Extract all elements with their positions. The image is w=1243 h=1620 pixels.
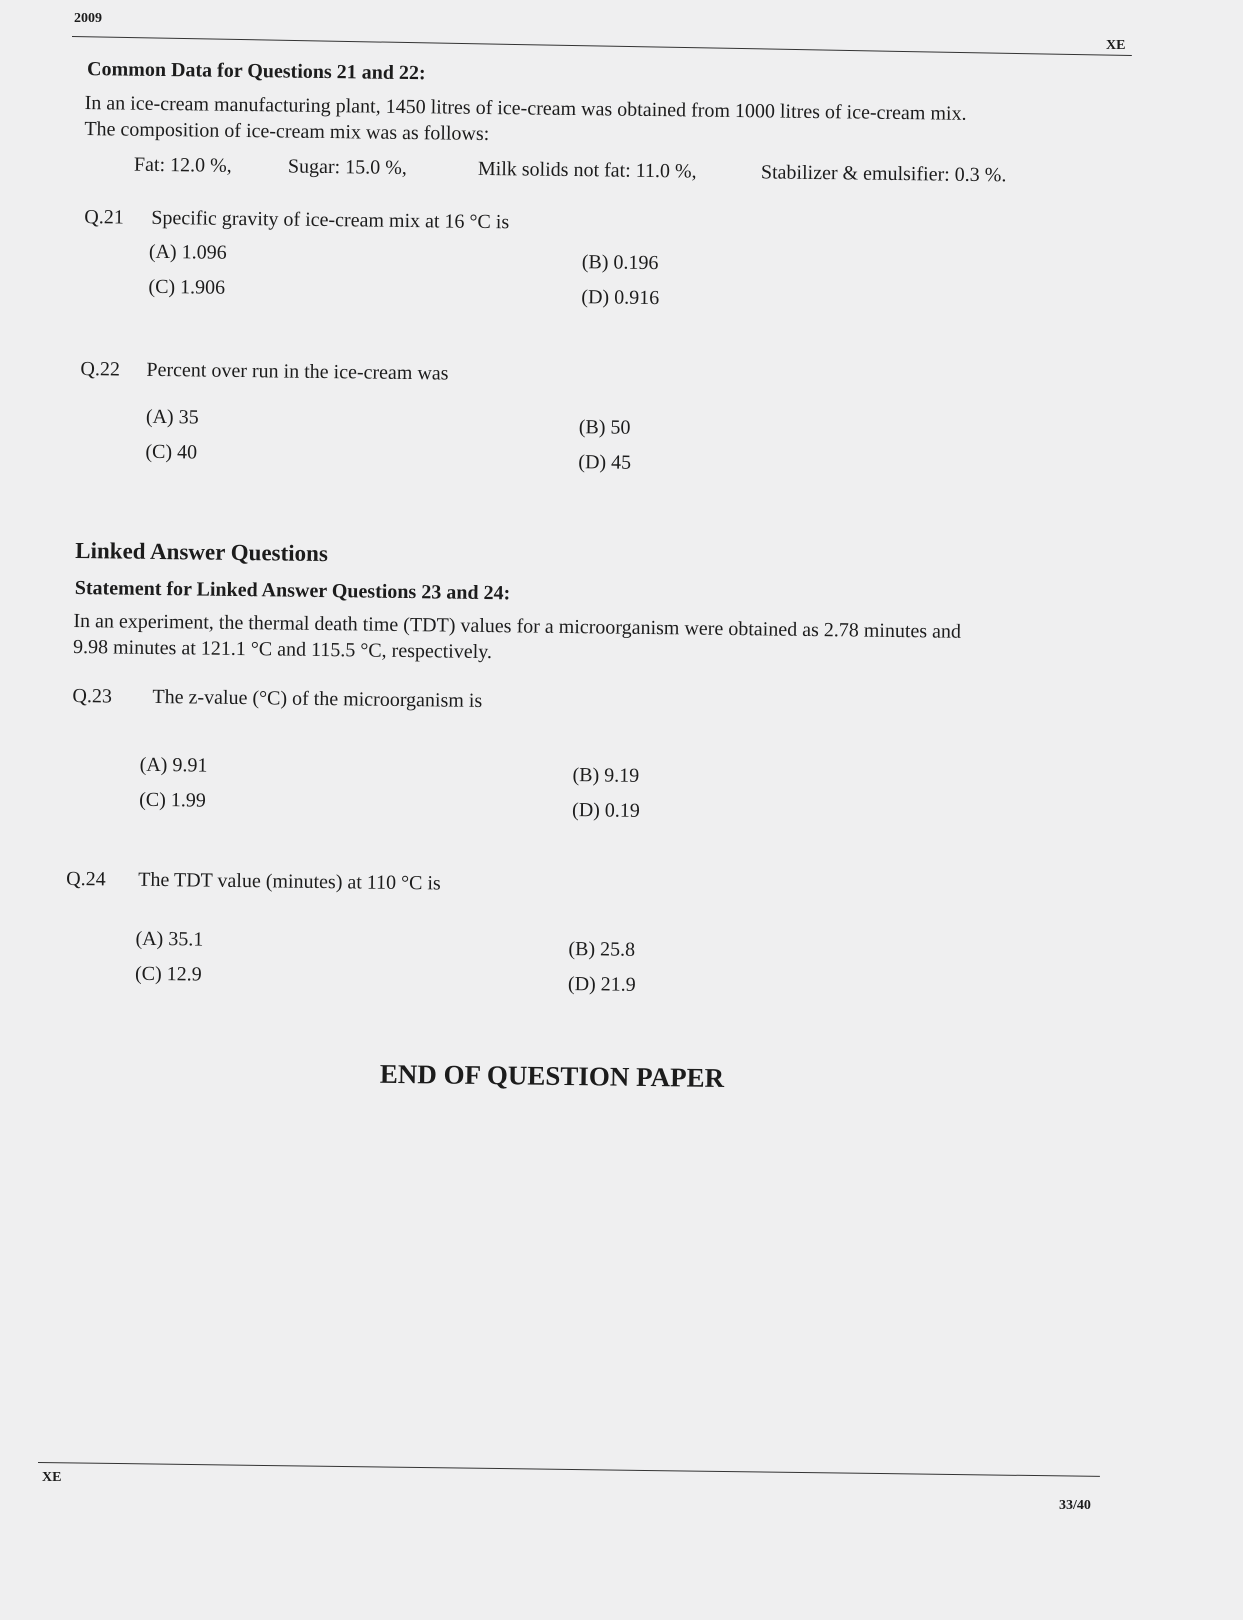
footer-paper-code: XE (42, 1470, 62, 1485)
question-24-option-b: (B) 25.8 (568, 938, 636, 961)
linked-statement-line-1: In an experiment, the thermal death time (TDT) values for a microorganism were obtained as 2.78 minutes and (73, 609, 962, 643)
question-24-number: Q.24 (66, 867, 106, 891)
question-22-option-d: (D) 45 (578, 451, 632, 474)
question-24-option-a: (A) 35.1 (135, 927, 204, 951)
question-22-option-b: (B) 50 (578, 416, 631, 439)
question-21-number: Q.21 (84, 206, 124, 229)
question-22-option-c: (C) 40 (145, 440, 198, 464)
linked-answer-heading: Linked Answer Questions (75, 537, 329, 567)
header-paper-code: XE (1106, 38, 1126, 53)
composition-sugar: Sugar: 15.0 %, (287, 155, 407, 179)
common-data-line-2: The composition of ice-cream mix was as follows: (84, 118, 490, 146)
question-21-option-d: (D) 0.916 (581, 286, 660, 310)
linked-statement-heading: Statement for Linked Answer Questions 23 and 24: (74, 576, 511, 605)
composition-stabilizer: Stabilizer & emulsifier: 0.3 %. (760, 161, 1007, 187)
question-21-option-a: (A) 1.096 (148, 240, 227, 264)
question-24-option-c: (C) 12.9 (134, 962, 202, 986)
question-22-option-a: (A) 35 (145, 405, 199, 429)
common-data-heading: Common Data for Questions 21 and 22: (86, 58, 426, 85)
linked-statement-line-2: 9.98 minutes at 121.1 °C and 115.5 °C, respectively. (72, 635, 493, 664)
question-22-number: Q.22 (80, 358, 121, 381)
question-24-option-d: (D) 21.9 (567, 973, 636, 996)
common-data-line-1: In an ice-cream manufacturing plant, 1450 litres of ice-cream was obtained from 1000 litres of ice-cream mix. (84, 92, 967, 125)
question-23-option-c: (C) 1.99 (139, 788, 207, 812)
question-21-option-b: (B) 0.196 (581, 251, 659, 275)
end-of-question-paper: END OF QUESTION PAPER (379, 1058, 725, 1093)
composition-milk-solids: Milk solids not fat: 11.0 %, (477, 157, 697, 183)
question-22-text: Percent over run in the ice-cream was (146, 358, 449, 385)
question-23-option-a: (A) 9.91 (139, 753, 208, 777)
header-year: 2009 (74, 11, 102, 26)
question-24-text: The TDT value (minutes) at 110 °C is (138, 868, 441, 895)
question-21-option-c: (C) 1.906 (148, 275, 226, 299)
question-23-option-b: (B) 9.19 (572, 764, 640, 787)
footer-page-number: 33/40 (1059, 1498, 1091, 1513)
question-21-text: Specific gravity of ice-cream mix at 16 °C is (151, 206, 510, 234)
composition-fat: Fat: 12.0 %, (133, 153, 232, 177)
question-23-number: Q.23 (72, 684, 113, 708)
question-23-option-d: (D) 0.19 (571, 799, 641, 822)
question-23-text: The z-value (°C) of the microorganism is (152, 685, 483, 712)
